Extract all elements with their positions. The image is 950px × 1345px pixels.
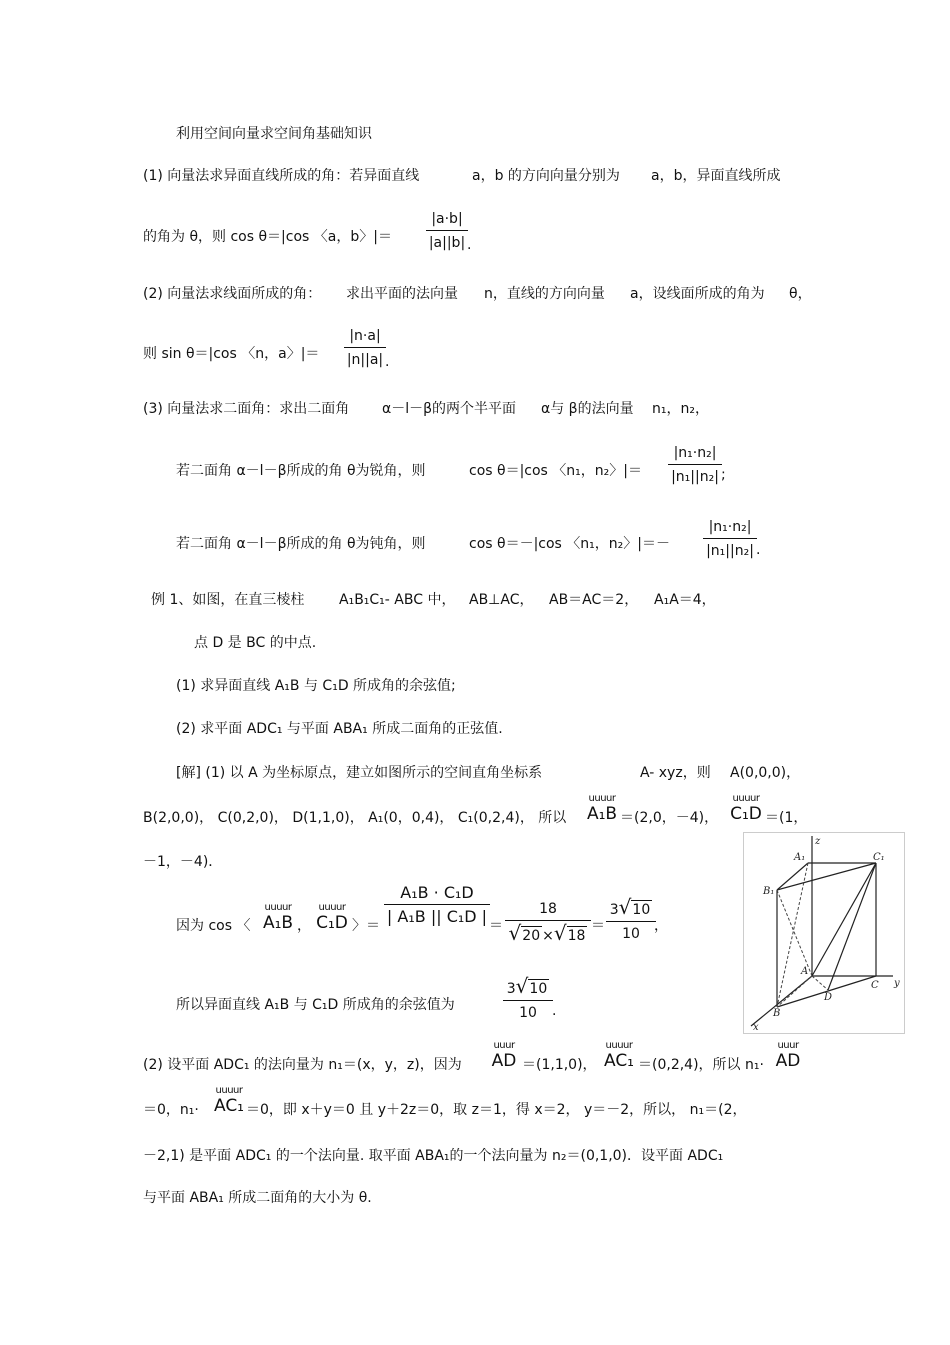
so-end: . xyxy=(552,1003,557,1019)
result-fraction xyxy=(606,895,656,943)
vector-AC1-label: AC₁ xyxy=(603,1051,634,1071)
times-sign: × xyxy=(542,928,554,944)
s1-line1-label: (1) 向量法求异面直线所成的角：若异面直线 xyxy=(143,168,420,184)
vector-arrow-mark: uuuur xyxy=(732,793,760,804)
s1-end: . xyxy=(467,237,472,253)
so-fraction xyxy=(503,974,553,1022)
cos-fraction-den: | A₁B || C₁D | xyxy=(386,907,488,926)
example-q2: (2) 求平面 ADC₁ 与平面 ABA₁ 所成二面角的正弦值. xyxy=(176,721,503,737)
coef-3: 3 xyxy=(609,902,619,918)
s3-obtuse2: cos θ＝－|cos 〈n₁，n₂〉|＝－ xyxy=(469,536,670,552)
solution-l1a: [解] (1) 以 A 为坐标原点，建立如图所示的空间直角坐标系 xyxy=(176,765,543,781)
cos-fraction xyxy=(384,884,490,926)
example-q1: (1) 求异面直线 A₁B 与 C₁D 所成角的余弦值; xyxy=(176,678,456,694)
label-z: z xyxy=(815,836,821,847)
fraction-bar xyxy=(703,538,757,539)
s2-p3: a，设线面所成的角为 xyxy=(630,286,765,302)
because-cos: 因为 cos 〈 xyxy=(176,918,251,934)
fraction-bar xyxy=(426,230,468,231)
s3-acute: 若二面角 α－l－β所成的角 θ为锐角，则 xyxy=(176,463,426,479)
sqrt-sign: √ xyxy=(618,895,632,919)
label-y: y xyxy=(894,978,900,989)
prism-figure xyxy=(743,832,905,1034)
solution-l1b: A- xyz，则 xyxy=(640,765,711,781)
vector-C1D-2 xyxy=(314,903,350,933)
cos-fraction-num: A₁B · C₁D xyxy=(400,883,474,902)
label-B1: B₁ xyxy=(763,886,775,897)
s3-obtuse: 若二面角 α－l－β所成的角 θ为钝角，则 xyxy=(176,536,426,552)
s2-fraction-den: |n||a| xyxy=(346,352,384,368)
s3-obtuse-num: |n₁·n₂| xyxy=(708,519,752,535)
radicand-18: 18 xyxy=(567,928,586,944)
s2-fraction xyxy=(344,327,386,369)
page-title: 利用空间向量求空间角基础知识 xyxy=(176,126,372,142)
vector-A1B-label: A₁B xyxy=(262,913,294,933)
s2-end: . xyxy=(385,354,390,370)
label-D: D xyxy=(824,992,833,1003)
result-fraction-num xyxy=(606,895,656,919)
s3-obtuse-fraction xyxy=(703,518,757,560)
s2-line2: 则 sin θ＝|cos 〈n，a〉|＝ xyxy=(143,346,320,362)
s3-obtuse-den: |n₁||n₂| xyxy=(706,543,754,559)
part2-l2b: ＝0，即 x＋y＝0 且 y＋2z＝0，取 z＝1，得 x＝2， y＝－2，所以， n₁＝(2， xyxy=(246,1102,747,1118)
vector-arrow-mark: uuuur xyxy=(264,902,292,913)
vector-AD-label: AD xyxy=(491,1051,517,1071)
fraction-bar xyxy=(606,921,656,922)
s3-obtuse-end: . xyxy=(756,542,761,558)
sqrt-sign: √ xyxy=(515,974,529,998)
right-angle-eq: 〉＝ xyxy=(352,918,380,934)
vector-AD xyxy=(490,1041,518,1071)
s2-fraction-num: |n·a| xyxy=(349,328,381,344)
fraction-bar xyxy=(384,904,490,905)
vector-AD-label: AD xyxy=(775,1051,801,1071)
part2-l2a: ＝0，n₁· xyxy=(143,1102,199,1118)
value-fraction-den xyxy=(505,921,591,945)
fraction-bar xyxy=(503,1000,553,1001)
eq-sign-2: ＝ xyxy=(591,918,605,934)
s3-acute-end: ; xyxy=(721,467,726,483)
vector-arrow-mark: uuur xyxy=(493,1040,515,1051)
fraction-bar xyxy=(344,347,386,348)
vector-arrow-mark: uuur xyxy=(777,1040,799,1051)
s1-fraction xyxy=(426,210,468,252)
vector-arrow-mark: uuuur xyxy=(318,902,346,913)
solution-l2b: ＝(2,0，－4)， xyxy=(620,810,719,826)
s2-p4: θ， xyxy=(789,286,812,302)
s3-label: (3) 向量法求二面角：求出二面角 xyxy=(143,401,350,417)
label-A: A xyxy=(801,966,809,977)
part2-l1c: ＝(0,2,4)，所以 n₁· xyxy=(638,1057,764,1073)
example-l1a: 例 1、如图，在直三棱柱 xyxy=(151,592,305,608)
sqrt-sign: √ xyxy=(553,921,567,945)
eq-sign-1: ＝ xyxy=(489,918,503,934)
vector-C1D xyxy=(728,794,764,824)
vector-A1B-2 xyxy=(260,903,296,933)
solution-l2a: B(2,0,0)， C(0,2,0)， D(1,1,0)， A₁(0，0,4)， C₁(0,2,4)， 所以 xyxy=(143,810,567,826)
value-fraction-num: 18 xyxy=(539,901,557,917)
label-C1: C₁ xyxy=(873,852,885,863)
part2-l4: 与平面 ABA₁ 所成二面角的大小为 θ. xyxy=(143,1190,372,1206)
vector-C1D-label: C₁D xyxy=(316,913,348,933)
solution-l3: －1，－4)． xyxy=(143,854,223,870)
label-C: C xyxy=(871,980,879,991)
example-l2: 点 D 是 BC 的中点. xyxy=(194,635,317,651)
fraction-bar xyxy=(668,464,722,465)
so-fraction-den: 10 xyxy=(519,1005,537,1021)
result-fraction-den: 10 xyxy=(622,926,640,942)
example-l1b: A₁B₁C₁- ABC 中， xyxy=(339,592,456,608)
solution-l2c: ＝(1， xyxy=(765,810,808,826)
s1-line2: 的角为 θ，则 cos θ＝|cos 〈a，b〉|＝ xyxy=(143,229,392,245)
s3-p1: α－l－β的两个半平面 xyxy=(382,401,517,417)
example-l1e: A₁A＝4， xyxy=(654,592,716,608)
vector-arrow-mark: uuuur xyxy=(588,793,616,804)
part2-l1b: ＝(1,1,0)， xyxy=(522,1057,597,1073)
s1-line1-ab: a，b 的方向向量分别为 xyxy=(472,168,620,184)
coef-3: 3 xyxy=(506,981,516,997)
so-fraction-num xyxy=(503,974,553,998)
sqrt-sign: √ xyxy=(508,921,522,945)
s1-fraction-num: |a·b| xyxy=(431,211,463,227)
example-l1d: AB＝AC＝2， xyxy=(549,592,639,608)
label-B: B xyxy=(773,1008,781,1019)
vector-AC1 xyxy=(600,1041,638,1071)
vector-AD-2 xyxy=(774,1041,802,1071)
vector-arrow-mark: uuuur xyxy=(215,1085,243,1096)
radicand-10: 10 xyxy=(529,981,548,997)
label-x: x xyxy=(753,1022,759,1033)
value-fraction xyxy=(505,900,591,945)
label-A1: A₁ xyxy=(794,852,806,863)
s3-p3: n₁，n₂， xyxy=(652,401,709,417)
s3-acute-den: |n₁||n₂| xyxy=(671,469,719,485)
vector-AC1-2 xyxy=(210,1086,248,1116)
s3-acute2: cos θ＝|cos 〈n₁，n₂〉|＝ xyxy=(469,463,642,479)
vector-A1B xyxy=(583,794,621,824)
s2-p2: n，直线的方向向量 xyxy=(484,286,605,302)
radicand-20: 20 xyxy=(522,928,541,944)
comma: ， xyxy=(297,918,311,934)
solution-l1c: A(0,0,0)， xyxy=(730,765,801,781)
vector-A1B-label: A₁B xyxy=(586,804,618,824)
radicand-10: 10 xyxy=(632,902,651,918)
s1-line1-ab2: a，b，异面直线所成 xyxy=(651,168,781,184)
s3-acute-fraction xyxy=(668,444,722,486)
vector-arrow-mark: uuuur xyxy=(605,1040,633,1051)
s3-p2: α与 β的法向量 xyxy=(541,401,634,417)
part2-l1a: (2) 设平面 ADC₁ 的法向量为 n₁＝(x，y，z)，因为 xyxy=(143,1057,462,1073)
s1-fraction-den: |a||b| xyxy=(428,235,466,251)
part2-l3: －2,1) 是平面 ADC₁ 的一个法向量. 取平面 ABA₁的一个法向量为 n₂＝(0,1,0)．设平面 ADC₁ xyxy=(143,1148,724,1164)
s2-p1: 求出平面的法向量 xyxy=(346,286,458,302)
s3-acute-num: |n₁·n₂| xyxy=(673,445,717,461)
vector-C1D-label: C₁D xyxy=(730,804,762,824)
example-l1c: AB⊥AC， xyxy=(469,592,534,608)
s2-label: (2) 向量法求线面所成的角： xyxy=(143,286,322,302)
comma-end: ， xyxy=(654,918,668,934)
vector-AC1-label: AC₁ xyxy=(213,1096,244,1116)
so-line: 所以异面直线 A₁B 与 C₁D 所成角的余弦值为 xyxy=(176,997,455,1013)
